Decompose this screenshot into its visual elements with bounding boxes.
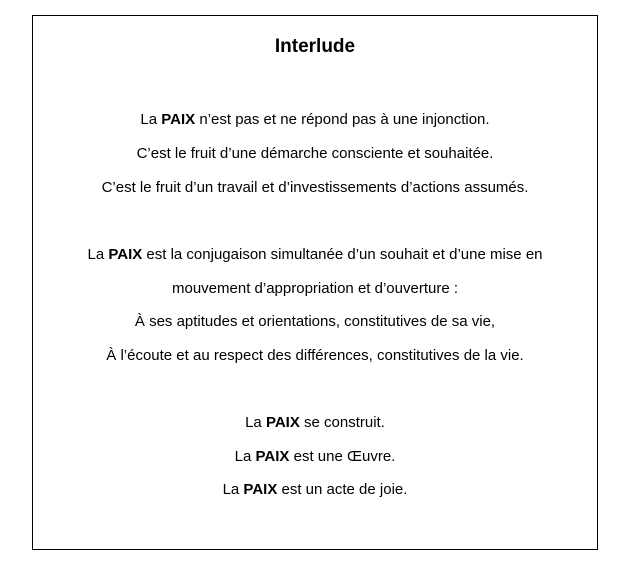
stanza2-line2: mouvement d’appropriation et d’ouverture : [172, 280, 458, 297]
stanza3-line3 [33, 480, 597, 500]
stanza3-line2-pre: La [234, 448, 256, 465]
stanza3-line2-post: est une Œuvre. [289, 448, 396, 465]
stanza3-line3-pre: La [222, 481, 244, 498]
keyword-paix: PAIX [265, 414, 300, 431]
stanza1-line2: C’est le fruit d’une démarche consciente et souhaitée. [136, 145, 494, 162]
stanza3-line1-pre: La [245, 414, 266, 431]
stanza3-line3-post: est un acte de joie. [277, 481, 408, 498]
stanza2-line1-pre: La [87, 246, 109, 263]
keyword-paix: PAIX [161, 111, 196, 128]
stanza3-line1 [33, 413, 597, 433]
stanza2-line1-post: est la conjugaison simultanée d’un souhait et d’une mise en [142, 246, 543, 263]
keyword-paix: PAIX [243, 481, 278, 498]
stanza3-line1-post: se construit. [299, 414, 385, 431]
page-title: Interlude [274, 36, 356, 57]
text-frame [32, 15, 598, 550]
keyword-paix: PAIX [108, 246, 143, 263]
stanza1-line3: C’est le fruit d’un travail et d’investissements d’actions assumés. [101, 179, 529, 196]
stanza1-line1-post: n’est pas et ne répond pas à une injonction. [195, 111, 490, 128]
stanza1-line1 [33, 110, 597, 130]
stanza2-line3: À ses aptitudes et orientations, constitutives de sa vie, [134, 313, 496, 330]
keyword-paix: PAIX [255, 448, 290, 465]
stanza3-line2 [33, 447, 597, 467]
stanza2-line4: À l’écoute et au respect des différences, constitutives de la vie. [106, 347, 524, 364]
stanza1-line1-pre: La [140, 111, 162, 128]
stanza2-line1 [33, 245, 597, 265]
